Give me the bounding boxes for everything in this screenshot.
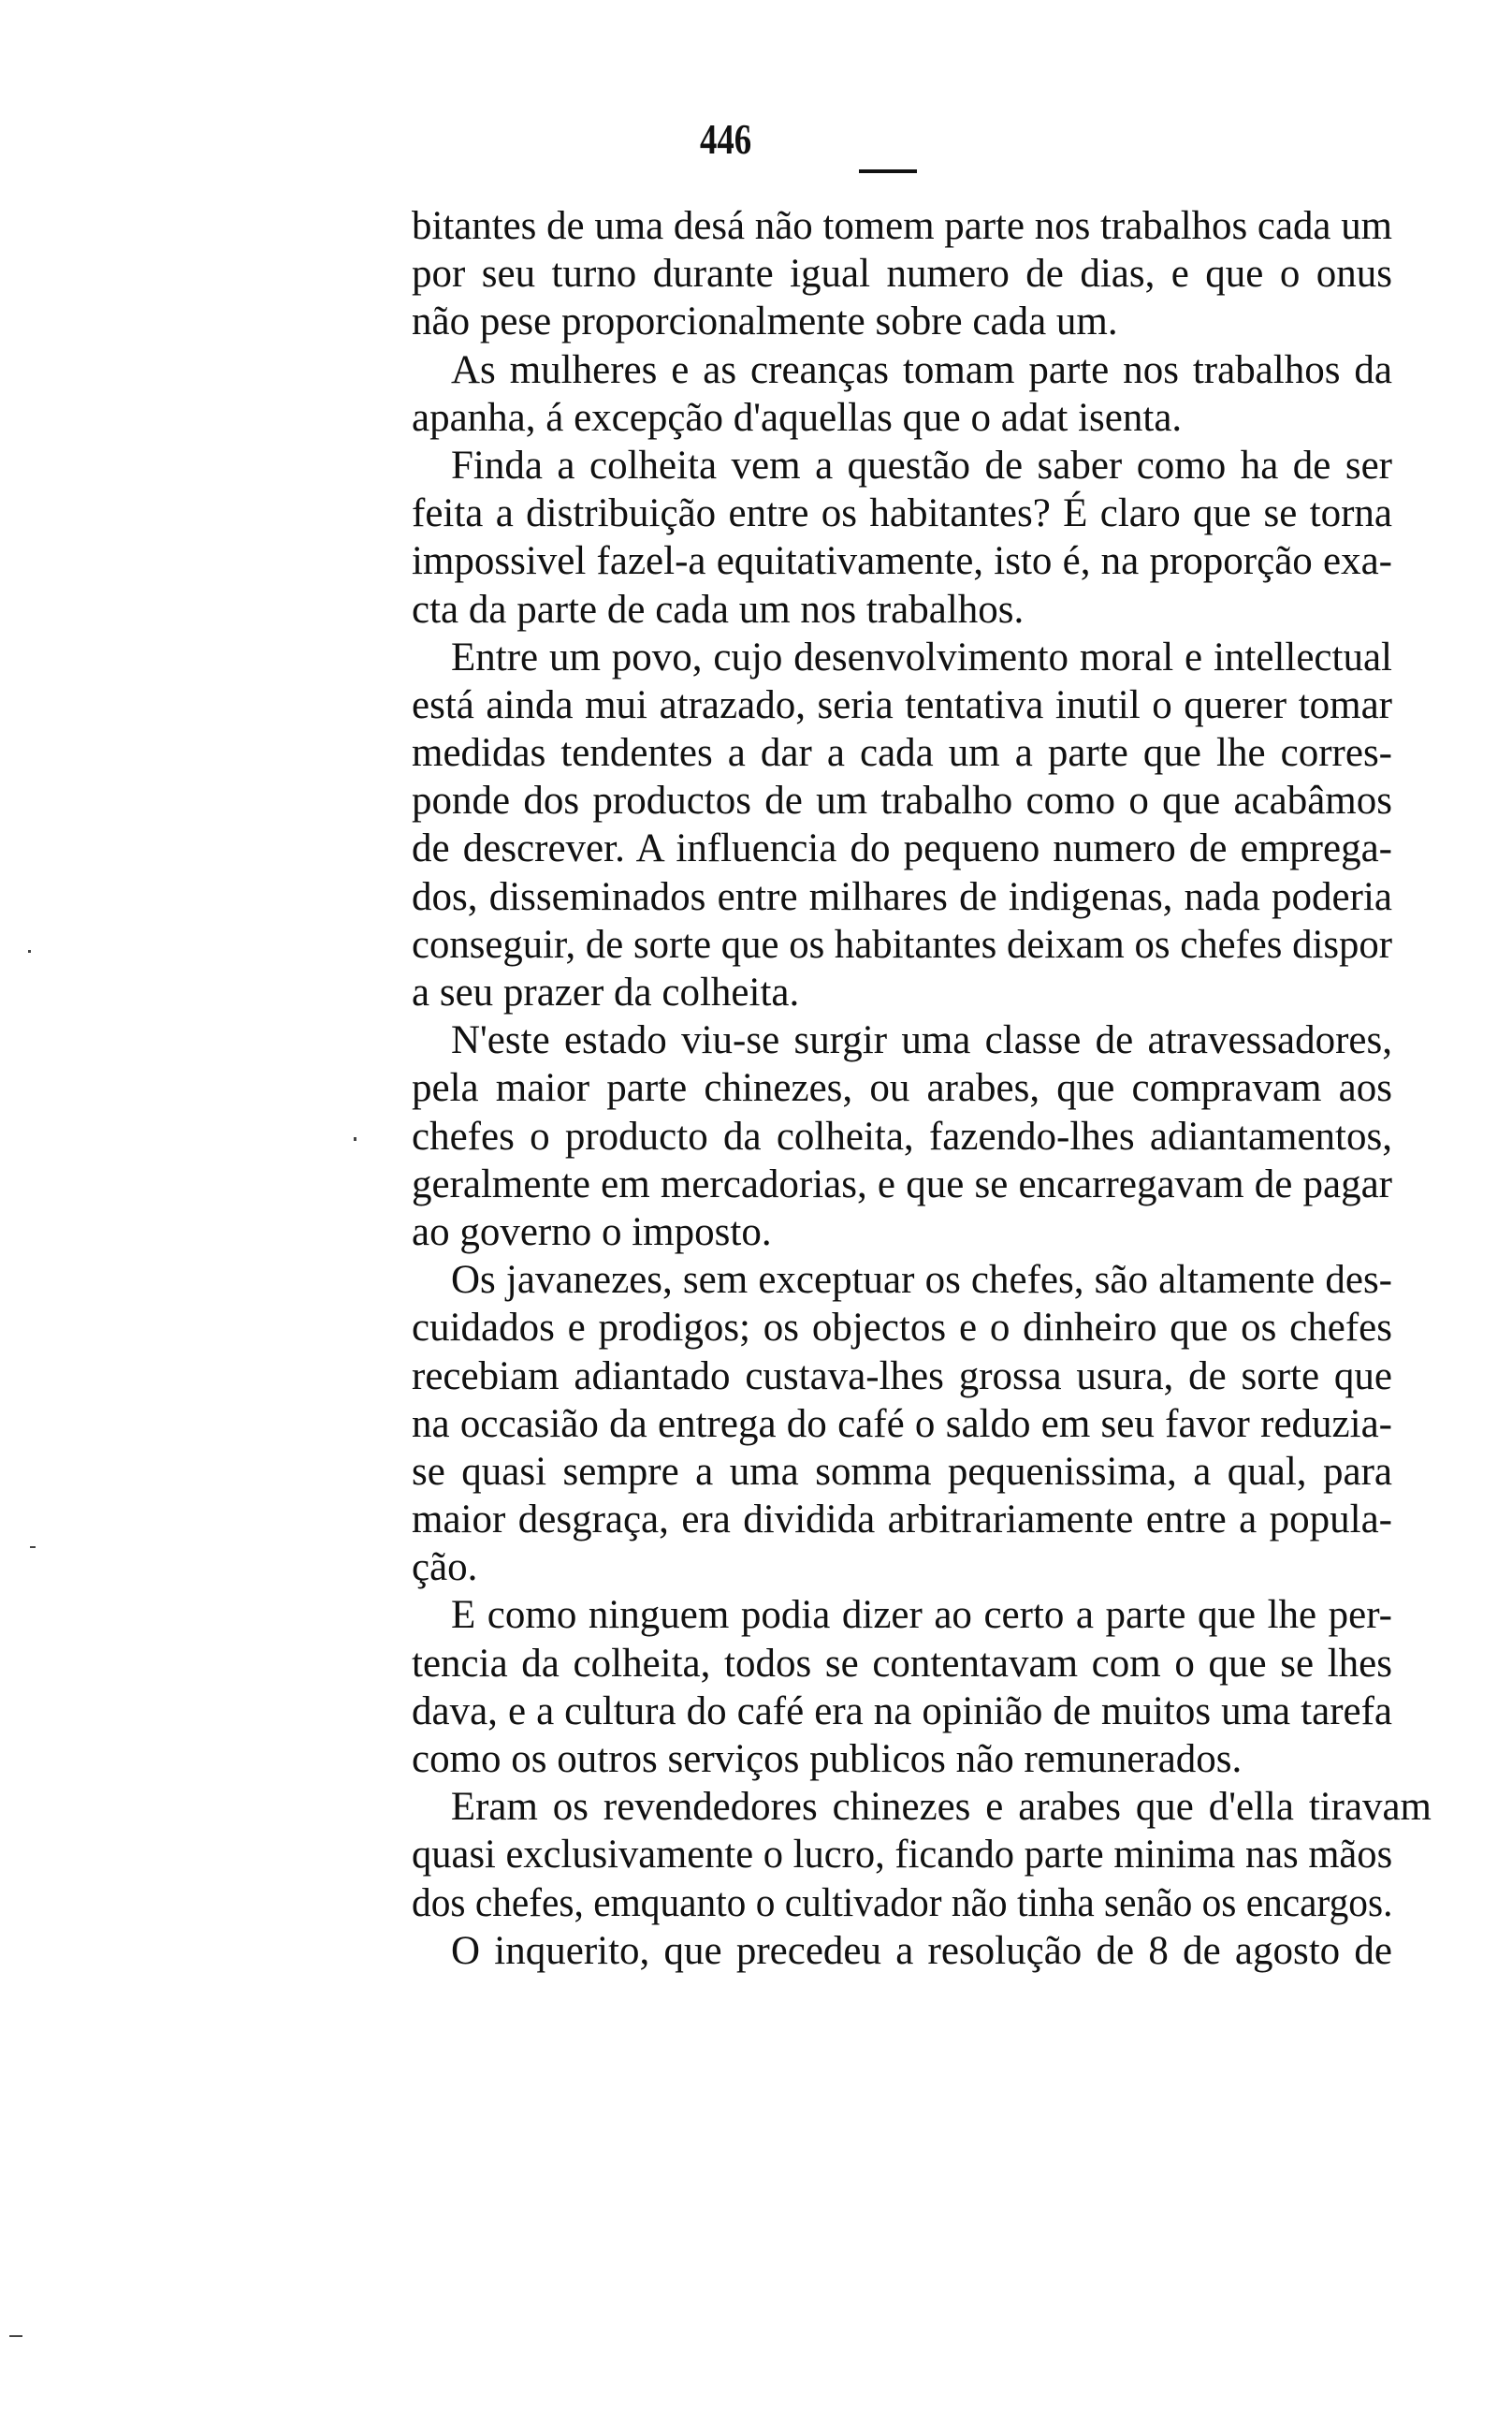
text-line: ção. xyxy=(412,1545,478,1590)
text-line: medidas tendentes a dar a cada um a parte que lhe corres- xyxy=(412,731,1392,776)
text-line: como os outros serviços publicos não remunerados. xyxy=(412,1737,1243,1781)
text-line: bitantes de uma desá não tomem parte nos trabalhos cada um xyxy=(412,204,1392,248)
text-line: Entre um povo, cujo desenvolvimento moral e intellectual xyxy=(451,635,1392,679)
text-line: cta da parte de cada um nos trabalhos. xyxy=(412,587,1025,632)
text-line: de descrever. A influencia do pequeno numero de emprega- xyxy=(412,826,1392,871)
text-line: E como ninguem podia dizer ao certo a parte que lhe per- xyxy=(451,1593,1392,1638)
scan-mark xyxy=(30,1546,36,1548)
text-line: N'este estado viu-se surgir uma classe de atravessadores, xyxy=(451,1018,1392,1063)
text-line: pela maior parte chinezes, ou arabes, que compravam aos xyxy=(412,1066,1392,1111)
text-line: na occasião da entrega do café o saldo em seu favor reduzia- xyxy=(412,1401,1392,1446)
text-line: chefes o producto da colheita, fazendo-lhes adiantamentos, xyxy=(412,1114,1392,1159)
text-line: As mulheres e as creanças tomam parte nos trabalhos da xyxy=(451,347,1392,392)
text-line: feita a distribuição entre os habitantes? É claro que se torna xyxy=(412,491,1392,536)
text-line: cuidados e prodigos; os objectos e o dinheiro que os chefes xyxy=(412,1306,1392,1351)
text-line: Os javanezes, sem exceptuar os chefes, são altamente des- xyxy=(451,1258,1392,1303)
text-line: dava, e a cultura do café era na opinião de muitos uma tarefa xyxy=(412,1688,1392,1733)
text-line: está ainda mui atrazado, seria tentativa inutil o querer tomar xyxy=(412,682,1392,727)
text-line: ao governo o imposto. xyxy=(412,1209,772,1254)
text-line: ponde dos productos de um trabalho como o que acabâmos xyxy=(412,779,1392,824)
text-line: dos chefes, emquanto o cultivador não tinha senão os encargos. xyxy=(412,1880,1393,1925)
page-number: 446 xyxy=(700,115,752,163)
text-line: recebiam adiantado custava-lhes grossa usura, de sorte que xyxy=(412,1353,1392,1398)
text-line: maior desgraça, era dividida arbitrariamente entre a popula- xyxy=(412,1498,1392,1542)
text-line: impossivel fazel-a equitativamente, isto é, na proporção exa- xyxy=(412,539,1392,584)
text-line: geralmente em mercadorias, e que se encarregavam de pagar xyxy=(412,1162,1392,1206)
text-line: conseguir, de sorte que os habitantes deixam os chefes dispor xyxy=(412,922,1392,967)
scan-mark xyxy=(9,2335,22,2337)
text-line: apanha, á excepção d'aquellas que o adat isenta. xyxy=(412,395,1183,440)
text-line: O inquerito, que precedeu a resolução de 8 de agosto de xyxy=(451,1928,1392,1973)
text-line: não pese proporcionalmente sobre cada um. xyxy=(412,300,1118,344)
text-line: por seu turno durante igual numero de dias, e que o onus xyxy=(412,252,1392,297)
text-line: a seu prazer da colheita. xyxy=(412,971,800,1015)
text-line: tencia da colheita, todos se contentavam com o que se lhes xyxy=(412,1641,1392,1686)
text-line: se quasi sempre a uma somma pequenissima, a qual, para xyxy=(412,1449,1392,1494)
scan-mark xyxy=(354,1137,356,1141)
body-text xyxy=(412,202,1432,1975)
page-number-rule xyxy=(859,169,917,173)
text-line: Finda a colheita vem a questão de saber como ha de ser xyxy=(451,443,1392,488)
scan-mark xyxy=(28,950,31,953)
text-line: Eram os revendedores chinezes e arabes que d'ella tiravam xyxy=(450,1785,1432,1830)
text-line: dos, disseminados entre milhares de indigenas, nada poderia xyxy=(412,874,1392,919)
text-line: quasi exclusivamente o lucro, ficando parte minima nas mãos xyxy=(412,1833,1393,1878)
